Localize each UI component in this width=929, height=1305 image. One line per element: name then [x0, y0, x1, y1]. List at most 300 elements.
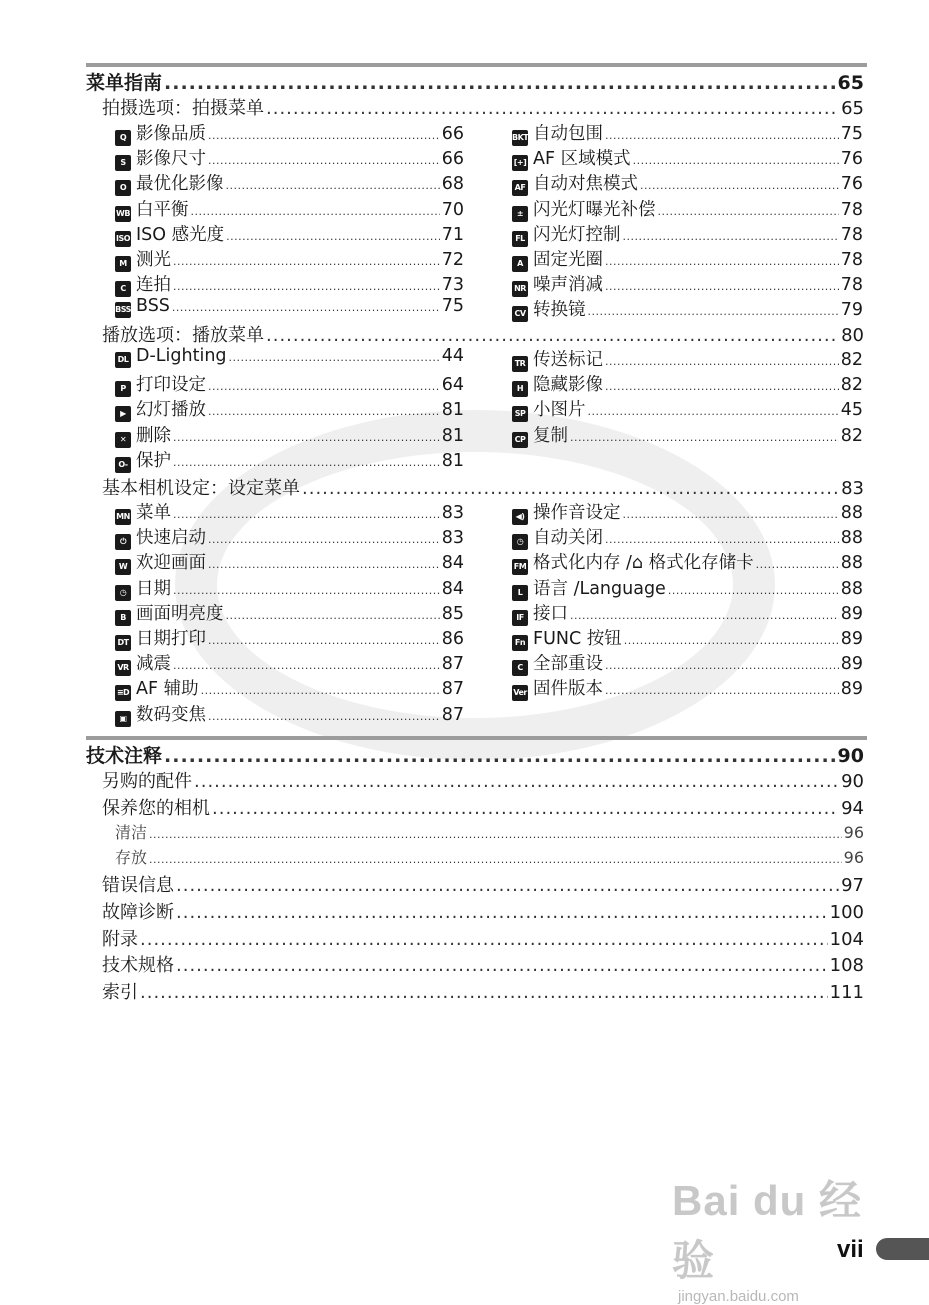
- flash-comp-icon: ±: [512, 206, 528, 222]
- page-ref: 100: [829, 902, 864, 923]
- section-title: 错误信息: [102, 875, 174, 896]
- toc-item-label: [115, 221, 224, 247]
- auto-off-icon: ◷: [512, 534, 528, 550]
- page-ref: 88: [840, 578, 863, 599]
- leader-dots: [226, 230, 440, 243]
- date-icon: ◷: [115, 585, 131, 601]
- toc-item[interactable]: [115, 296, 464, 318]
- toc-item-text: 自动关闭: [533, 528, 603, 549]
- toc-item-label: [512, 371, 603, 397]
- toc-item-text: 打印设定: [136, 375, 206, 396]
- page-ref: 66: [441, 149, 464, 170]
- toc-item-label: [512, 196, 656, 222]
- toc-item-label: [115, 447, 171, 473]
- leader-dots: [194, 771, 839, 792]
- section-title: 索引: [102, 982, 138, 1003]
- toc-item-label: [512, 499, 621, 525]
- copy-icon: CP: [512, 432, 528, 448]
- page-ref: 96: [843, 848, 864, 867]
- white-balance-icon: WB: [115, 206, 131, 222]
- toc-item-label: [115, 396, 206, 422]
- leader-dots: [605, 533, 839, 546]
- toc-item-label: [512, 675, 603, 701]
- leader-dots: [605, 684, 839, 697]
- leader-dots: [302, 478, 839, 499]
- toc-item-label: [115, 675, 199, 701]
- toc-item-label: [512, 575, 666, 601]
- top-divider: [86, 63, 867, 67]
- welcome-screen-icon: W: [115, 559, 131, 575]
- toc-chapter-tech-notes[interactable]: [86, 741, 864, 768]
- leader-dots: [176, 902, 828, 923]
- af-area-icon: [+]: [512, 155, 528, 171]
- leader-dots: [176, 955, 828, 976]
- leader-dots: [173, 431, 440, 444]
- toc-item-label: [512, 524, 603, 550]
- vr-icon: VR: [115, 660, 131, 676]
- section-title: 基本相机设定：设定菜单: [102, 478, 300, 499]
- toc-item[interactable]: [512, 346, 863, 372]
- leader-dots: [208, 533, 440, 546]
- page-ref: 68: [441, 174, 464, 195]
- leader-dots: [176, 875, 839, 896]
- toc-item-label: [115, 650, 171, 676]
- toc-item-label: [115, 371, 206, 397]
- page-ref: 82: [840, 350, 863, 370]
- toc-item[interactable]: [115, 600, 464, 626]
- leader-dots: [570, 431, 839, 444]
- toc-item-text: 幻灯播放: [136, 400, 206, 421]
- toc-item-text: ISO 感光度: [136, 224, 225, 245]
- page-ref: 45: [840, 400, 863, 421]
- leader-dots: [208, 129, 440, 142]
- page-ref: 89: [840, 603, 863, 624]
- toc-item[interactable]: [512, 600, 863, 626]
- iso-icon: ISO: [115, 231, 131, 247]
- toc-item-text: 闪光灯控制: [533, 224, 621, 245]
- toc-section[interactable]: [102, 794, 864, 820]
- toc-item-text: 删除: [136, 425, 171, 446]
- toc-item[interactable]: [115, 650, 464, 676]
- toc-item[interactable]: [512, 650, 863, 676]
- page-ref: 71: [441, 224, 464, 245]
- toc-item-label: [115, 549, 206, 575]
- toc-item-label: [115, 701, 206, 727]
- toc-item[interactable]: [115, 346, 464, 368]
- toc-item-text: 小图片: [533, 400, 586, 421]
- toc-item[interactable]: [115, 701, 464, 727]
- toc-item-label: [115, 499, 171, 525]
- page-ref: 86: [441, 629, 464, 649]
- delete-icon: ✕: [115, 432, 131, 448]
- section-title: 技术规格: [102, 955, 174, 976]
- toc-item-text: 影像尺寸: [136, 149, 206, 170]
- format-icon: FM: [512, 559, 528, 575]
- leader-dots: [588, 405, 839, 418]
- toc-item-label: [512, 650, 603, 676]
- toc-item-text: 复制: [533, 425, 568, 446]
- toc-item-text: 格式化内存 /⌂ 格式化存储卡: [533, 553, 754, 574]
- leader-dots: [756, 558, 839, 571]
- leader-dots: [266, 325, 839, 346]
- page-ref: 96: [843, 823, 864, 842]
- page-ref: 85: [441, 603, 464, 624]
- chapter-title: 技术注释: [86, 745, 163, 767]
- converter-icon: CV: [512, 306, 528, 322]
- toc-item[interactable]: [115, 575, 464, 601]
- toc-item[interactable]: [115, 422, 464, 448]
- date-imprint-icon: DT: [115, 635, 131, 651]
- leader-dots: [605, 255, 839, 268]
- page-ref: 87: [441, 704, 464, 725]
- toc-item[interactable]: [115, 625, 464, 651]
- bracketing-icon: BKT: [512, 130, 528, 146]
- toc-item-label: [512, 170, 638, 196]
- brightness-icon: B: [115, 610, 131, 626]
- section-title: 另购的配件: [102, 771, 192, 792]
- toc-section[interactable]: [102, 978, 864, 1004]
- toc-item-text: 最优化影像: [136, 174, 224, 195]
- leader-dots: [191, 205, 440, 218]
- toc-subsection[interactable]: [115, 845, 864, 868]
- page-ref: 89: [840, 679, 863, 700]
- autofocus-icon: AF: [512, 180, 528, 196]
- toc-item-text: 日期: [136, 578, 171, 599]
- toc-item-text: 隐藏影像: [533, 375, 603, 396]
- language-icon: L: [512, 585, 528, 601]
- image-size-icon: S: [115, 155, 131, 171]
- page-ref: 108: [829, 955, 864, 976]
- leader-dots: [605, 380, 839, 393]
- baidu-url-text: jingyan.baidu.com: [678, 1288, 799, 1305]
- toc-item-text: 自动对焦模式: [533, 174, 638, 195]
- toc-item-text: 快速启动: [136, 528, 206, 549]
- small-pic-icon: SP: [512, 406, 528, 422]
- toc-item-label: [115, 625, 206, 651]
- leader-dots: [164, 745, 836, 767]
- toc-item-label: [512, 346, 603, 372]
- toc-item[interactable]: [512, 120, 863, 146]
- page-ref: 66: [441, 124, 464, 144]
- page-ref: 78: [840, 199, 863, 220]
- toc-item-text: 日期打印: [136, 629, 206, 649]
- leader-dots: [605, 659, 839, 672]
- page-ref: 89: [840, 629, 863, 649]
- toc-item-label: [512, 120, 603, 146]
- page-ref: 97: [841, 875, 864, 896]
- leader-dots: [605, 280, 839, 293]
- toc-item[interactable]: [512, 170, 863, 196]
- toc-item[interactable]: [512, 396, 863, 422]
- toc-item-label: [115, 600, 224, 626]
- interface-icon: IF: [512, 610, 528, 626]
- d-lighting-icon: DL: [115, 352, 131, 368]
- toc-item[interactable]: [512, 371, 863, 397]
- toc-item-label: [512, 145, 631, 171]
- page-ref: 44: [441, 346, 464, 366]
- section-title: 存放: [115, 848, 148, 867]
- transfer-icon: TR: [512, 356, 528, 372]
- toc-item-text: 语言 /Language: [533, 578, 666, 599]
- page-ref: 70: [441, 199, 464, 220]
- page-ref: 65: [841, 98, 864, 119]
- leader-dots: [149, 828, 842, 841]
- page-ref: 80: [841, 325, 864, 346]
- page-ref: 78: [840, 224, 863, 245]
- leader-dots: [208, 405, 440, 418]
- toc-item[interactable]: [115, 120, 464, 146]
- toc-item[interactable]: [115, 170, 464, 196]
- page-ref: 78: [840, 250, 863, 270]
- toc-item-label: [512, 296, 586, 322]
- protect-icon: O-: [115, 457, 131, 473]
- toc-section-setup[interactable]: [102, 474, 864, 500]
- leader-dots: [140, 982, 828, 1003]
- metering-icon: M: [115, 256, 131, 272]
- page-ref: 87: [441, 679, 464, 700]
- page-ref: 94: [841, 798, 864, 819]
- page-ref: 83: [441, 503, 464, 523]
- toc-section[interactable]: [102, 871, 864, 897]
- firmware-icon: Ver: [512, 685, 528, 701]
- leader-dots: [208, 558, 440, 571]
- toc-item-text: AF 辅助: [136, 679, 199, 700]
- fixed-aperture-icon: A: [512, 256, 528, 272]
- toc-item-label: [115, 271, 171, 297]
- toc-item-label: [512, 246, 603, 272]
- page-ref: 88: [840, 528, 863, 549]
- toc-item[interactable]: [512, 196, 863, 222]
- toc-item-label: [512, 271, 603, 297]
- page-tab-marker: [876, 1238, 929, 1260]
- page-ref: 76: [840, 174, 863, 195]
- toc-section[interactable]: [102, 951, 864, 977]
- image-quality-icon: Q: [115, 130, 131, 146]
- section-title: 故障诊断: [102, 902, 174, 923]
- image-optimize-icon: O: [115, 180, 131, 196]
- toc-item[interactable]: [115, 246, 464, 272]
- toc-item-text: 菜单: [136, 503, 171, 523]
- toc-item-label: [512, 422, 568, 448]
- toc-item-label: [115, 422, 171, 448]
- leader-dots: [623, 508, 839, 521]
- leader-dots: [624, 634, 839, 647]
- hide-image-icon: H: [512, 381, 528, 397]
- toc-item[interactable]: [512, 499, 863, 525]
- toc-item[interactable]: [512, 575, 863, 601]
- toc-item-text: 连拍: [136, 275, 171, 296]
- toc-item-text: 固定光圈: [533, 250, 603, 270]
- page-ref: 89: [840, 654, 863, 675]
- toc-item[interactable]: [512, 145, 863, 171]
- leader-dots: [208, 380, 440, 393]
- toc-item-text: 画面明亮度: [136, 603, 224, 624]
- toc-item[interactable]: [512, 549, 863, 575]
- flash-control-icon: FL: [512, 231, 528, 247]
- menus-icon: MN: [115, 509, 131, 525]
- leader-dots: [173, 255, 440, 268]
- page-ref: 111: [829, 982, 864, 1003]
- leader-dots: [633, 154, 839, 167]
- toc-item-text: D-Lighting: [136, 346, 227, 366]
- page-ref: 82: [840, 375, 863, 396]
- toc-item-label: [115, 120, 206, 146]
- toc-item-text: 减震: [136, 654, 171, 675]
- leader-dots: [208, 634, 440, 647]
- leader-dots: [173, 280, 440, 293]
- leader-dots: [208, 154, 440, 167]
- leader-dots: [173, 659, 440, 672]
- page-ref: 78: [840, 275, 863, 296]
- leader-dots: [173, 508, 440, 521]
- toc-item-label: [115, 170, 224, 196]
- page-ref: 64: [441, 375, 464, 396]
- page-ref: 82: [840, 425, 863, 446]
- toc-item-text: 转换镜: [533, 300, 586, 321]
- leader-dots: [605, 129, 839, 142]
- section-title: 保养您的相机: [102, 798, 210, 819]
- leader-dots: [164, 72, 836, 94]
- af-assist-icon: ≡D: [115, 685, 131, 701]
- toc-section[interactable]: [102, 898, 864, 924]
- toc-item-text: FUNC 按钮: [533, 629, 622, 649]
- toc-item-label: [115, 246, 171, 272]
- leader-dots: [173, 456, 440, 469]
- toc-section-shooting[interactable]: [102, 94, 864, 120]
- toc-item-text: 欢迎画面: [136, 553, 206, 574]
- page-ref: 83: [441, 528, 464, 549]
- page-ref: 88: [840, 553, 863, 574]
- leader-dots: [668, 584, 839, 597]
- func-button-icon: Fn: [512, 635, 528, 651]
- toc-item[interactable]: [115, 549, 464, 575]
- toc-item[interactable]: [115, 675, 464, 701]
- sound-icon: ◀): [512, 509, 528, 525]
- toc-item[interactable]: [115, 396, 464, 422]
- toc-item-label: [512, 625, 622, 651]
- bss-icon: BSS: [115, 302, 131, 318]
- section-title: 播放选项：播放菜单: [102, 325, 264, 346]
- section-title: 附录: [102, 929, 138, 950]
- page-number: vii: [837, 1236, 864, 1263]
- leader-dots: [229, 351, 440, 364]
- page-ref: 83: [841, 478, 864, 499]
- digital-zoom-icon: ▣: [115, 711, 131, 727]
- leader-dots: [588, 305, 839, 318]
- toc-item[interactable]: [512, 246, 863, 272]
- page-ref: 81: [441, 450, 464, 471]
- toc-item[interactable]: [115, 196, 464, 222]
- toc-item[interactable]: [512, 675, 863, 701]
- toc-item[interactable]: [512, 296, 863, 322]
- toc-item-text: BSS: [136, 296, 170, 317]
- quick-startup-icon: ⏻: [115, 534, 131, 550]
- toc-chapter-menu-guide[interactable]: [86, 68, 864, 95]
- toc-item-text: 保护: [136, 450, 171, 471]
- print-set-icon: P: [115, 381, 131, 397]
- toc-item-text: 固件版本: [533, 679, 603, 700]
- toc-item-text: 操作音设定: [533, 503, 621, 523]
- toc-item[interactable]: [115, 145, 464, 171]
- toc-item-text: 闪光灯曝光补偿: [533, 199, 656, 220]
- toc-item[interactable]: [115, 371, 464, 397]
- leader-dots: [226, 609, 440, 622]
- toc-item-label: [512, 600, 568, 626]
- toc-section-playback[interactable]: [102, 321, 864, 347]
- toc-item-text: 传送标记: [533, 350, 603, 370]
- leader-dots: [149, 853, 842, 866]
- page-ref: 87: [441, 654, 464, 675]
- toc-item-label: [512, 396, 586, 422]
- toc-item-label: [115, 296, 170, 318]
- toc-item[interactable]: [512, 524, 863, 550]
- mid-divider: [86, 736, 867, 740]
- toc-item-label: [115, 346, 227, 368]
- toc-item-label: [512, 221, 621, 247]
- leader-dots: [212, 798, 839, 819]
- toc-item[interactable]: [512, 271, 863, 297]
- leader-dots: [140, 929, 828, 950]
- toc-item[interactable]: [115, 524, 464, 550]
- leader-dots: [658, 205, 839, 218]
- toc-item[interactable]: [115, 447, 464, 473]
- page-ref: 90: [837, 745, 864, 767]
- page-ref: 81: [441, 400, 464, 421]
- leader-dots: [173, 584, 440, 597]
- continuous-icon: C: [115, 281, 131, 297]
- baidu-logo-text: Bai du 经验: [672, 1177, 863, 1284]
- toc-item-text: 自动包围: [533, 124, 603, 144]
- toc-item-label: [115, 145, 206, 171]
- chapter-title: 菜单指南: [86, 72, 163, 94]
- toc-subsection[interactable]: [115, 820, 864, 843]
- page-ref: 88: [840, 503, 863, 523]
- page-ref: 84: [441, 553, 464, 574]
- leader-dots: [266, 98, 839, 119]
- toc-item-text: 噪声消减: [533, 275, 603, 296]
- toc-item[interactable]: [512, 221, 863, 247]
- toc-item-text: 影像品质: [136, 124, 206, 144]
- toc-section[interactable]: [102, 925, 864, 951]
- reset-all-icon: C: [512, 660, 528, 676]
- section-title: 拍摄选项：拍摄菜单: [102, 98, 264, 119]
- toc-item-text: 接口: [533, 603, 568, 624]
- toc-item[interactable]: [115, 499, 464, 525]
- leader-dots: [623, 230, 839, 243]
- noise-reduction-icon: NR: [512, 281, 528, 297]
- page-ref: 81: [441, 425, 464, 446]
- toc-item-label: [115, 524, 206, 550]
- toc-item-label: [512, 549, 754, 575]
- toc-item-text: 全部重设: [533, 654, 603, 675]
- page-ref: 76: [840, 149, 863, 170]
- toc-item[interactable]: [115, 271, 464, 297]
- page-ref: 84: [441, 578, 464, 599]
- page-ref: 72: [441, 250, 464, 270]
- leader-dots: [570, 609, 839, 622]
- toc-section[interactable]: [102, 767, 864, 793]
- toc-item-text: 白平衡: [136, 199, 189, 220]
- toc-item[interactable]: [512, 422, 863, 448]
- leader-dots: [226, 179, 440, 192]
- toc-item-label: [115, 196, 189, 222]
- toc-item-text: 测光: [136, 250, 171, 270]
- toc-item[interactable]: [512, 625, 863, 651]
- toc-item[interactable]: [115, 221, 464, 247]
- page-ref: 73: [441, 275, 464, 296]
- page-ref: 75: [441, 296, 464, 317]
- section-title: 清洁: [115, 823, 148, 842]
